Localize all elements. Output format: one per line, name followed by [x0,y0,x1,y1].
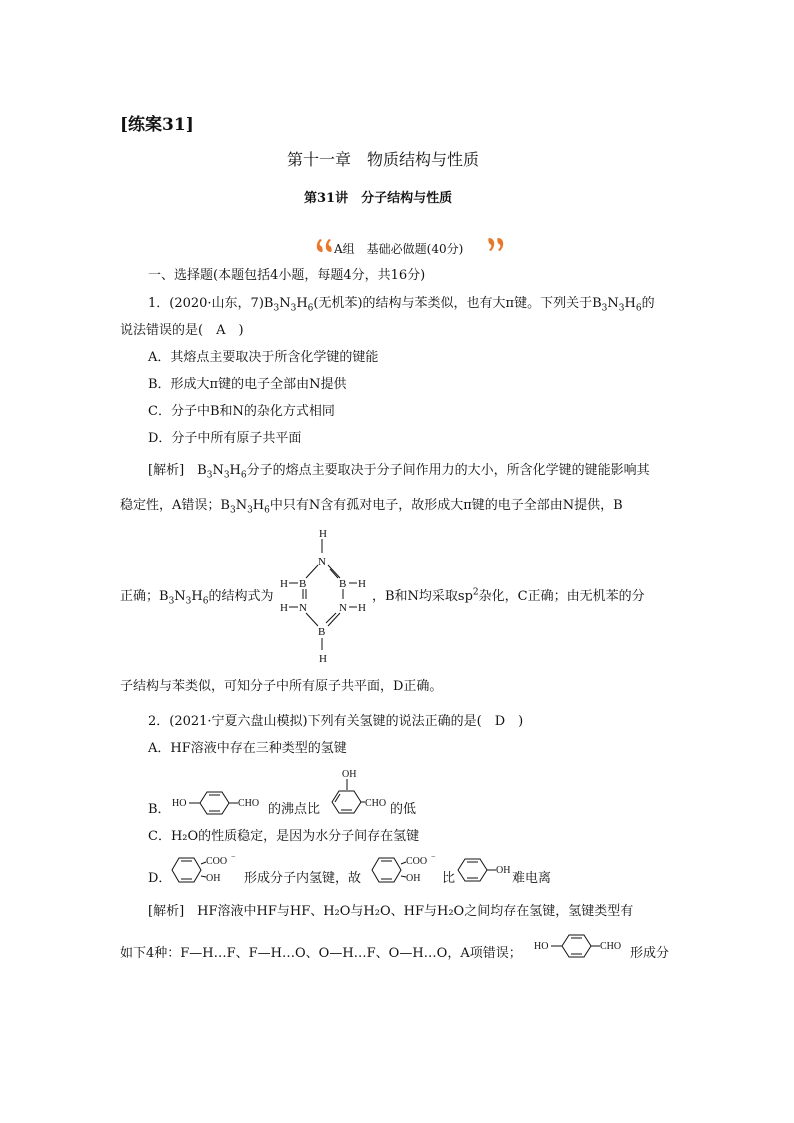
q2-option-c: C．H₂O的性质稳定，是因为水分子间存在氢键 [148,829,420,844]
q1-stem-line2: 说法错误的是( A ) [120,323,244,338]
q2-option-b-label: B． [148,802,171,817]
q2-option-b-mid: 的沸点比 [268,802,321,817]
svg-text:N: N [339,602,347,614]
q2-analysis-line2: 如下4种：F—H…F、F—H…O、O—H…F、O—H…O，A项错误； [120,946,522,961]
q1-analysis-line3-cont: ，B和N均采取$sp^2$杂化，C正确；由无机苯的分 [372,587,645,604]
svg-text:CHO: CHO [365,798,387,809]
svg-text:OH: OH [206,873,221,884]
svg-text:HO: HO [172,798,187,809]
svg-text:COO: COO [406,856,428,867]
svg-text:OH: OH [342,769,357,780]
svg-text:H: H [280,578,288,590]
q1-analysis-line4: 子结构与苯类似，可知分子中所有原子共平面，D正确。 [120,679,443,694]
svg-text:CHO: CHO [238,798,260,809]
svg-text:−: − [431,852,436,861]
q2-option-d-mid: 形成分子内氢键，故 [244,871,362,886]
svg-text:N: N [318,556,326,568]
svg-text:H: H [319,653,327,665]
q1-option-a: A．其熔点主要取决于所含化学键的键能 [148,350,379,365]
svg-text:B: B [318,626,326,638]
q2-analysis-line2-end: 形成分 [630,946,670,961]
svg-text:B: B [339,578,347,590]
q2-stem: 2．(2021·宁夏六盘山模拟)下列有关氢键的说法正确的是( D ) [148,714,524,729]
q2-option-d-mid2: 比 [442,871,456,886]
svg-text:N: N [299,602,307,614]
svg-text:−: − [231,852,236,861]
q1-option-d: D．分子中所有原子共平面 [148,431,302,446]
svg-text:H: H [280,602,288,614]
q2-analysis-line1: [解析] HF溶液中HF与HF、H₂O与H₂O、HF与H₂O之间均存在氢键，氢键类型有 [148,904,634,919]
p-hydroxybenzaldehyde [170,788,270,818]
q1-analysis-line1: [解析] $B_3N_3H_6$分子的熔点主要取决于分子间作用力的大小，所含化学键的键能影响其 [148,463,650,481]
svg-text:HO: HO [534,941,549,952]
q1-analysis-line3: 正确；$B_3N_3H_6$的结构式为 [120,589,274,607]
lecture-title: 第31讲 分子结构与性质 [304,191,453,206]
q1-stem-line1: 1．(2020·山东，$7)B_3N_3H_6$(无机苯)的结构与苯类似，也有大π键。下列关于$B_3N_3H_6$的 [148,296,655,314]
q1-option-c: C．分子中B和N的杂化方式相同 [148,404,335,419]
case-label: [练案31] [120,115,194,135]
chapter-title: 第十一章 物质结构与性质 [287,150,480,169]
svg-text:OH: OH [496,865,511,876]
q1-analysis-line2: 稳定性，A错误；$B_3N_3H_6$中只有N含有孤对电子，故形成大π键的电子全部由N提供，B [120,498,623,516]
group-label: A组 基础必做题(40分) [334,242,464,256]
q2-option-a: A．HF溶液中存在三种类型的氢键 [148,741,347,756]
svg-text:B: B [299,578,307,590]
salicylate-ion-2 [368,850,443,890]
p-hydroxybenzaldehyde-2 [532,931,632,961]
svg-text:H: H [319,528,327,540]
section-title: 一、选择题(本题包括4小题，每题4分，共16分) [148,268,426,283]
phenol [454,855,516,885]
open-quote-icon [314,236,334,254]
svg-text:OH: OH [406,873,421,884]
salicylate-ion [168,850,243,890]
o-hydroxybenzaldehyde [322,765,392,820]
close-quote-icon [486,236,506,254]
q2-option-d-end: 难电离 [512,871,552,886]
svg-text:COO: COO [206,856,228,867]
q2-option-b-end: 的低 [390,802,417,817]
svg-text:H: H [358,602,366,614]
svg-text:H: H [358,578,366,590]
svg-text:CHO: CHO [600,941,622,952]
q2-option-d-label: D． [148,871,172,886]
borazine-structure [272,525,372,665]
q1-option-b: B．形成大π键的电子全部由N提供 [148,377,347,392]
